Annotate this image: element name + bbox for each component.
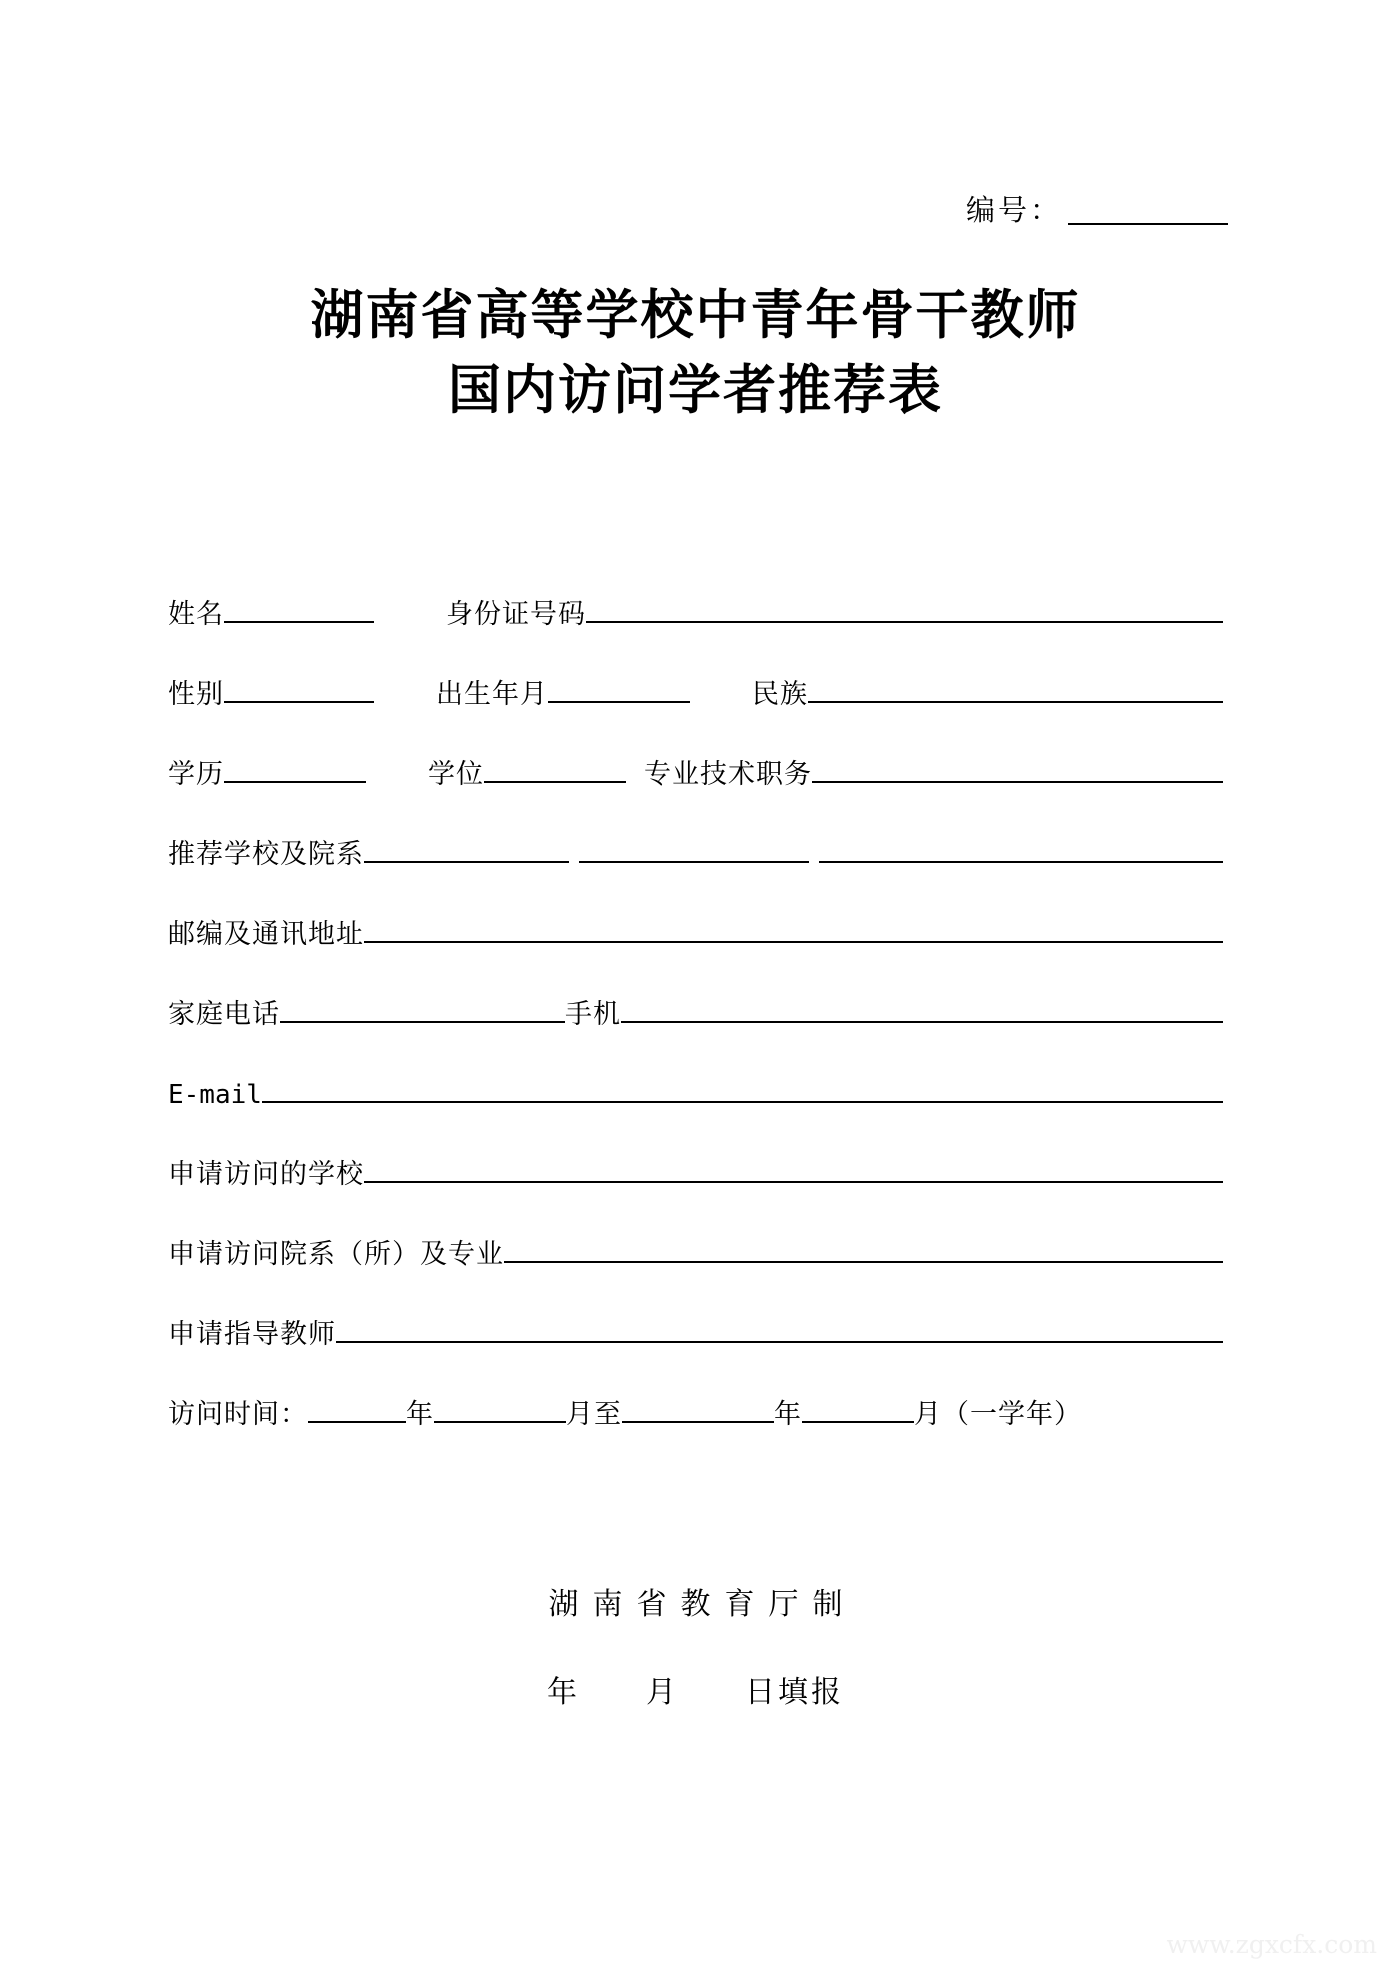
watermark-text: www.zgxcfx.com bbox=[1166, 1930, 1377, 1959]
email-label: E-mail bbox=[168, 1080, 262, 1110]
ethnicity-label: 民族 bbox=[752, 679, 808, 710]
visit-end-year-field[interactable] bbox=[622, 1398, 774, 1423]
row-target-school bbox=[168, 1158, 1223, 1238]
visit-start-month-unit: 月 bbox=[566, 1399, 594, 1430]
mobile-label: 手机 bbox=[565, 999, 621, 1030]
mobile-field[interactable] bbox=[621, 998, 1223, 1023]
row-name-and-id bbox=[168, 598, 1223, 678]
id-number-label: 身份证号码 bbox=[446, 599, 586, 630]
recommending-school-field-seg3[interactable] bbox=[819, 838, 1223, 863]
education-label: 学历 bbox=[168, 759, 224, 790]
row-target-department bbox=[168, 1238, 1223, 1318]
recommending-school-field-seg2[interactable] bbox=[579, 838, 809, 863]
visit-end-month-unit: 月 bbox=[914, 1399, 942, 1430]
page-title-line1: 湖南省高等学校中青年骨干教师 bbox=[310, 284, 1081, 346]
ethnicity-field[interactable] bbox=[808, 678, 1223, 703]
postal-address-label: 邮编及通讯地址 bbox=[168, 919, 364, 950]
recommending-school-field-seg1[interactable] bbox=[364, 838, 569, 863]
target-school-label: 申请访问的学校 bbox=[168, 1159, 364, 1190]
target-school-field[interactable] bbox=[364, 1158, 1223, 1183]
row-home-phone-mobile bbox=[168, 998, 1223, 1078]
birth-date-label: 出生年月 bbox=[436, 679, 548, 710]
home-phone-field[interactable] bbox=[280, 998, 565, 1023]
row-gender-birth-ethnicity bbox=[168, 678, 1223, 758]
visit-time-label: 访问时间： bbox=[168, 1399, 308, 1430]
serial-number-row bbox=[0, 193, 1391, 227]
serial-number-label: 编号： bbox=[965, 193, 1062, 227]
professional-title-label: 专业技术职务 bbox=[644, 759, 812, 790]
birth-date-field[interactable] bbox=[548, 678, 690, 703]
postal-address-field[interactable] bbox=[364, 918, 1223, 943]
email-field[interactable] bbox=[262, 1078, 1223, 1103]
fill-date-line: 年 月 日填报 bbox=[547, 1675, 844, 1710]
degree-label: 学位 bbox=[428, 759, 484, 790]
name-label: 姓名 bbox=[168, 599, 224, 630]
row-recommending-school bbox=[168, 838, 1223, 918]
degree-field[interactable] bbox=[484, 758, 626, 783]
page-title-line2: 国内访问学者推荐表 bbox=[448, 359, 943, 422]
serial-number-blank[interactable] bbox=[1068, 197, 1228, 225]
form-fields bbox=[168, 598, 1223, 1478]
home-phone-label: 家庭电话 bbox=[168, 999, 280, 1030]
education-field[interactable] bbox=[224, 758, 366, 783]
supervisor-field[interactable] bbox=[336, 1318, 1223, 1343]
target-department-field[interactable] bbox=[504, 1238, 1223, 1263]
professional-title-field[interactable] bbox=[812, 758, 1223, 783]
id-number-field[interactable] bbox=[586, 598, 1223, 623]
gender-label: 性别 bbox=[168, 679, 224, 710]
target-department-label: 申请访问院系（所）及专业 bbox=[168, 1239, 504, 1270]
row-supervisor bbox=[168, 1318, 1223, 1398]
row-visit-time bbox=[168, 1398, 1223, 1478]
visit-start-year-unit: 年 bbox=[406, 1399, 434, 1430]
recommending-school-label: 推荐学校及院系 bbox=[168, 839, 364, 870]
visit-end-year-unit: 年 bbox=[774, 1399, 802, 1430]
page-title bbox=[0, 278, 1391, 429]
visit-start-month-field[interactable] bbox=[434, 1398, 566, 1423]
row-email bbox=[168, 1078, 1223, 1158]
name-field[interactable] bbox=[224, 598, 374, 623]
supervisor-label: 申请指导教师 bbox=[168, 1319, 336, 1350]
gender-field[interactable] bbox=[224, 678, 374, 703]
visit-start-year-field[interactable] bbox=[308, 1398, 406, 1423]
visit-to-separator: 至 bbox=[594, 1399, 622, 1430]
issuing-authority: 湖南省教育厅制 bbox=[548, 1587, 857, 1622]
visit-duration-note: （一学年） bbox=[942, 1399, 1082, 1430]
row-postal-address bbox=[168, 918, 1223, 998]
visit-end-month-field[interactable] bbox=[802, 1398, 914, 1423]
document-footer bbox=[0, 1587, 1391, 1710]
row-education-degree-title bbox=[168, 758, 1223, 838]
